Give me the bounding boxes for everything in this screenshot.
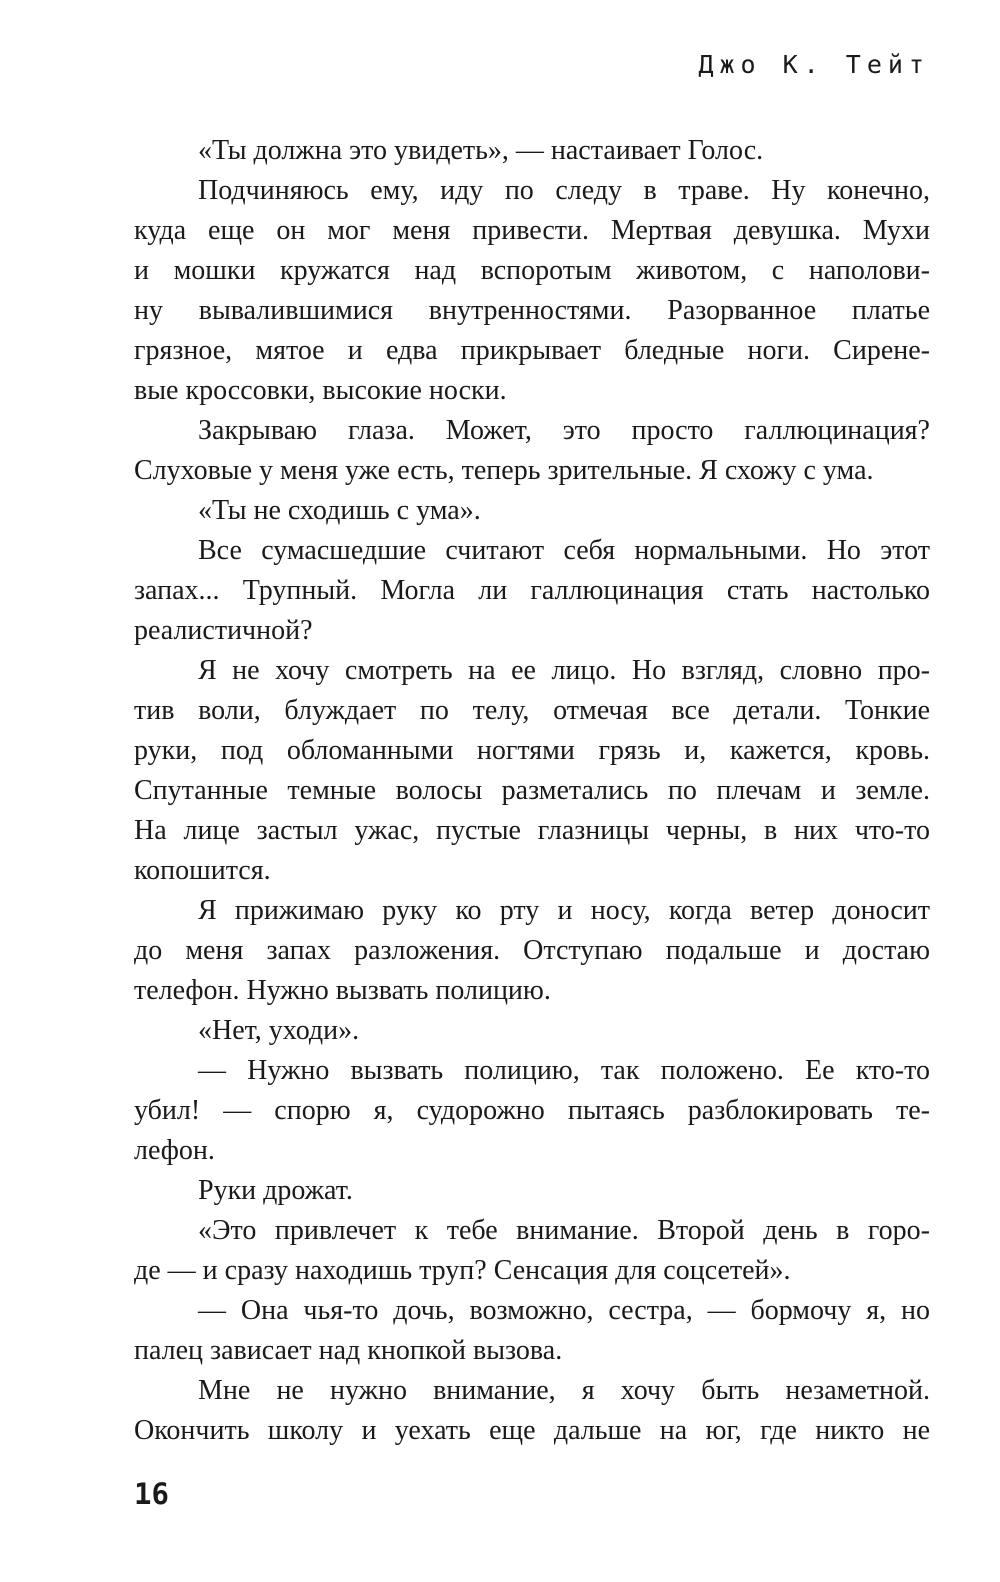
text-line: «Это привлечет к тебе внимание. Второй день в горо- — [198, 1215, 930, 1246]
text-line: куда еще он мог меня привести. Мертвая девушка. Мухи — [134, 215, 930, 246]
text-line: лефон. — [134, 1135, 215, 1166]
text-line: «Ты не сходишь с ума». — [198, 495, 481, 526]
text-line: Подчиняюсь ему, иду по следу в траве. Ну конечно, — [198, 175, 930, 206]
text-line: вые кроссовки, высокие носки. — [134, 375, 507, 406]
text-line: Я прижимаю руку ко рту и носу, когда ветер доносит — [198, 895, 930, 926]
text-line: Слуховые у меня уже есть, теперь зрительные. Я схожу с ума. — [134, 455, 874, 486]
text-line: Спутанные темные волосы разметались по плечам и земле. — [134, 775, 930, 806]
text-line: Руки дрожат. — [198, 1175, 353, 1206]
text-line: Все сумасшедшие считают себя нормальными. Но этот — [198, 535, 930, 566]
text-line: телефон. Нужно вызвать полицию. — [134, 975, 551, 1006]
text-line: реалистичной? — [134, 615, 313, 646]
text-line: Я не хочу смотреть на ее лицо. Но взгляд, словно про- — [198, 655, 930, 686]
text-line: палец зависает над кнопкой вызова. — [134, 1335, 563, 1366]
text-line: руки, под обломанными ногтями грязь и, кажется, кровь. — [134, 735, 930, 766]
text-line: Закрываю глаза. Может, это просто галлюцинация? — [198, 415, 930, 446]
text-line: «Ты должна это увидеть», — настаивает Голос. — [198, 135, 764, 166]
text-line: ну вывалившимися внутренностями. Разорванное платье — [134, 295, 930, 326]
text-line: убил! — спорю я, судорожно пытаясь разблокировать те- — [134, 1095, 930, 1126]
text-line: Окончить школу и уехать еще дальше на юг, где никто не — [134, 1415, 930, 1446]
body-text — [134, 131, 930, 1451]
text-line: де — и сразу находишь труп? Сенсация для соцсетей». — [134, 1255, 791, 1286]
text-line: запах... Трупный. Могла ли галлюцинация стать настолько — [134, 575, 930, 606]
running-header-author: Джо К. Тейт — [698, 50, 930, 79]
text-line: — Нужно вызвать полицию, так положено. Ее кто-то — [198, 1055, 930, 1086]
text-line: и мошки кружатся над вспоротым животом, с наполови- — [134, 255, 930, 286]
text-line: копошится. — [134, 855, 271, 886]
text-line: грязное, мятое и едва прикрывает бледные ноги. Сирене- — [134, 335, 930, 366]
page-number: 16 — [134, 1477, 169, 1511]
text-line: На лице застыл ужас, пустые глазницы черны, в них что-то — [134, 815, 930, 846]
text-line: «Нет, уходи». — [198, 1015, 360, 1046]
text-line: Мне не нужно внимание, я хочу быть незаметной. — [198, 1375, 930, 1406]
text-line: до меня запах разложения. Отступаю подальше и достаю — [134, 935, 930, 966]
text-line: — Она чья-то дочь, возможно, сестра, — бормочу я, но — [198, 1295, 930, 1326]
text-line: тив воли, блуждает по телу, отмечая все детали. Тонкие — [134, 695, 930, 726]
